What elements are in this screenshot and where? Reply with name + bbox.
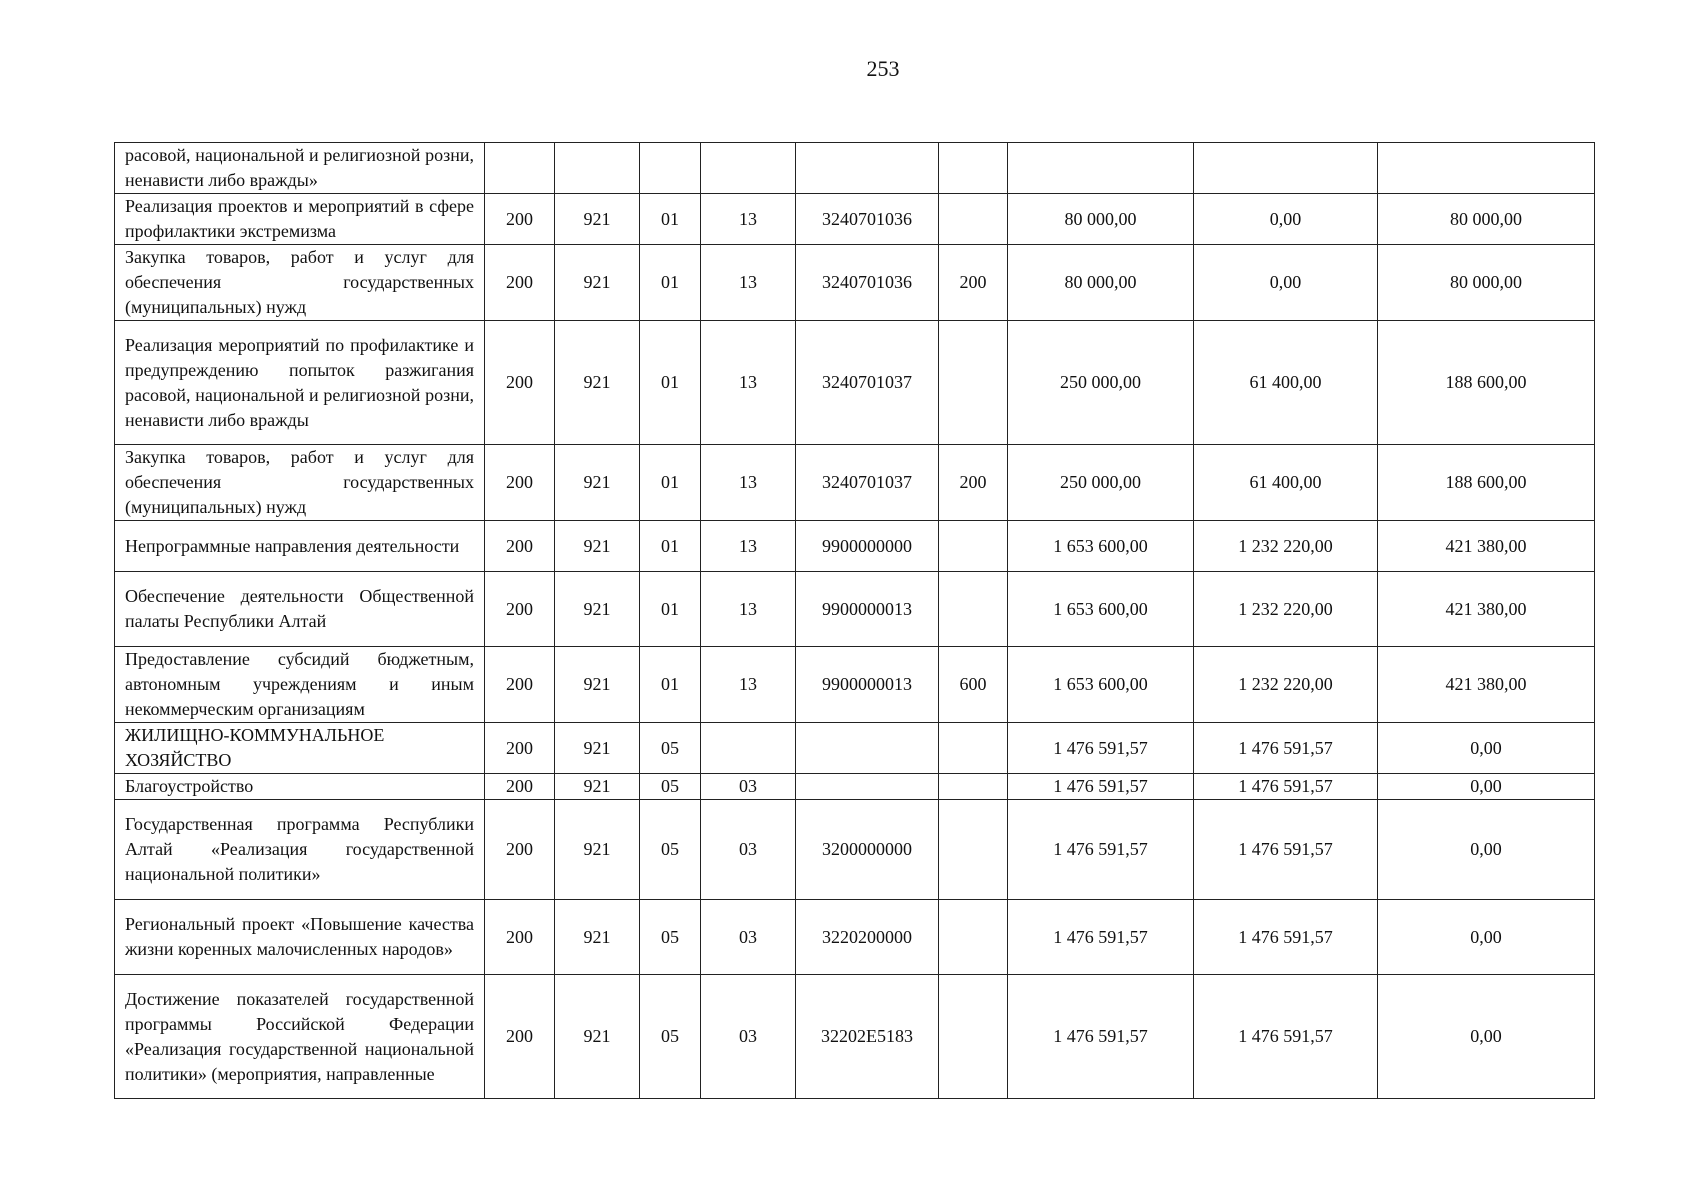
sum-total-cell: 1 653 600,00 xyxy=(1008,521,1194,572)
target-article-cell: 9900000000 xyxy=(796,521,939,572)
table-row xyxy=(115,774,1595,800)
grbs-cell: 200 xyxy=(485,774,555,800)
sum-federal-cell: 1 476 591,57 xyxy=(1194,900,1378,975)
code-cell xyxy=(555,143,640,194)
subsection-cell: 13 xyxy=(701,245,796,321)
row-name-cell: Закупка товаров, работ и услуг для обеспечения государственных (муниципальных) нужд xyxy=(115,245,485,321)
sum-total-cell: 250 000,00 xyxy=(1008,445,1194,521)
grbs-cell: 200 xyxy=(485,900,555,975)
subsection-cell: 13 xyxy=(701,445,796,521)
code-cell: 921 xyxy=(555,723,640,774)
target-article-cell: 3240701036 xyxy=(796,245,939,321)
sum-regional-cell: 0,00 xyxy=(1378,774,1595,800)
sum-federal-cell: 1 232 220,00 xyxy=(1194,521,1378,572)
row-name-cell: Региональный проект «Повышение качества жизни коренных малочисленных народов» xyxy=(115,900,485,975)
row-name-cell: Государственная программа Республики Алтай «Реализация государственной национальной политики» xyxy=(115,800,485,900)
subsection-cell: 13 xyxy=(701,521,796,572)
subsection-cell: 13 xyxy=(701,321,796,445)
sum-federal-cell: 0,00 xyxy=(1194,245,1378,321)
expense-type-cell xyxy=(939,800,1008,900)
sum-regional-cell: 421 380,00 xyxy=(1378,647,1595,723)
table-row xyxy=(115,194,1595,245)
sum-regional-cell: 421 380,00 xyxy=(1378,521,1595,572)
section-cell: 05 xyxy=(640,723,701,774)
row-name-cell: Закупка товаров, работ и услуг для обеспечения государственных (муниципальных) нужд xyxy=(115,445,485,521)
sum-total-cell: 80 000,00 xyxy=(1008,194,1194,245)
section-cell: 01 xyxy=(640,521,701,572)
sum-federal-cell: 61 400,00 xyxy=(1194,321,1378,445)
sum-regional-cell: 0,00 xyxy=(1378,800,1595,900)
row-name-cell: Реализация мероприятий по профилактике и предупреждению попыток разжигания расовой, национальной и религиозной розни, ненависти либо вражды xyxy=(115,321,485,445)
expense-type-cell xyxy=(939,321,1008,445)
expense-type-cell xyxy=(939,521,1008,572)
sum-total-cell: 1 476 591,57 xyxy=(1008,975,1194,1099)
code-cell: 921 xyxy=(555,572,640,647)
sum-federal-cell xyxy=(1194,143,1378,194)
section-cell: 05 xyxy=(640,975,701,1099)
section-cell: 01 xyxy=(640,572,701,647)
expense-type-cell xyxy=(939,975,1008,1099)
sum-federal-cell: 1 232 220,00 xyxy=(1194,647,1378,723)
row-name-cell: Непрограммные направления деятельности xyxy=(115,521,485,572)
table-row xyxy=(115,975,1595,1099)
code-cell: 921 xyxy=(555,194,640,245)
section-cell: 01 xyxy=(640,321,701,445)
target-article-cell: 32202E5183 xyxy=(796,975,939,1099)
sum-total-cell: 1 476 591,57 xyxy=(1008,800,1194,900)
sum-regional-cell: 80 000,00 xyxy=(1378,194,1595,245)
section-cell: 01 xyxy=(640,245,701,321)
target-article-cell: 3240701036 xyxy=(796,194,939,245)
row-name-cell: Реализация проектов и мероприятий в сфере профилактики экстремизма xyxy=(115,194,485,245)
subsection-cell: 03 xyxy=(701,900,796,975)
expense-type-cell xyxy=(939,723,1008,774)
sum-regional-cell: 188 600,00 xyxy=(1378,445,1595,521)
table-row xyxy=(115,647,1595,723)
expense-type-cell xyxy=(939,572,1008,647)
sum-total-cell: 1 476 591,57 xyxy=(1008,723,1194,774)
table-row xyxy=(115,245,1595,321)
table-row xyxy=(115,445,1595,521)
section-cell: 01 xyxy=(640,194,701,245)
expense-type-cell: 600 xyxy=(939,647,1008,723)
grbs-cell: 200 xyxy=(485,800,555,900)
sum-total-cell: 1 653 600,00 xyxy=(1008,572,1194,647)
code-cell: 921 xyxy=(555,975,640,1099)
code-cell: 921 xyxy=(555,774,640,800)
sum-total-cell: 1 476 591,57 xyxy=(1008,774,1194,800)
section-cell: 05 xyxy=(640,900,701,975)
expense-type-cell: 200 xyxy=(939,445,1008,521)
expense-type-cell: 200 xyxy=(939,245,1008,321)
target-article-cell xyxy=(796,143,939,194)
sum-total-cell: 250 000,00 xyxy=(1008,321,1194,445)
sum-total-cell xyxy=(1008,143,1194,194)
subsection-cell: 13 xyxy=(701,194,796,245)
section-cell: 05 xyxy=(640,774,701,800)
table-row xyxy=(115,321,1595,445)
table-row xyxy=(115,572,1595,647)
sum-regional-cell: 0,00 xyxy=(1378,900,1595,975)
subsection-cell: 03 xyxy=(701,800,796,900)
sum-regional-cell: 0,00 xyxy=(1378,723,1595,774)
target-article-cell: 3240701037 xyxy=(796,445,939,521)
section-cell xyxy=(640,143,701,194)
subsection-cell: 03 xyxy=(701,975,796,1099)
subsection-cell: 13 xyxy=(701,647,796,723)
subsection-cell xyxy=(701,723,796,774)
sum-federal-cell: 61 400,00 xyxy=(1194,445,1378,521)
table-row xyxy=(115,143,1595,194)
target-article-cell: 3220200000 xyxy=(796,900,939,975)
page-number: 253 xyxy=(866,56,900,81)
table-row xyxy=(115,521,1595,572)
grbs-cell: 200 xyxy=(485,723,555,774)
sum-regional-cell: 0,00 xyxy=(1378,975,1595,1099)
code-cell: 921 xyxy=(555,647,640,723)
row-name-cell: Благоустройство xyxy=(115,774,485,800)
grbs-cell xyxy=(485,143,555,194)
table-row xyxy=(115,900,1595,975)
grbs-cell: 200 xyxy=(485,194,555,245)
expense-type-cell xyxy=(939,143,1008,194)
grbs-cell: 200 xyxy=(485,647,555,723)
row-name-cell: расовой, национальной и религиозной розни, ненависти либо вражды» xyxy=(115,143,485,194)
sum-regional-cell xyxy=(1378,143,1595,194)
target-article-cell: 3200000000 xyxy=(796,800,939,900)
subsection-cell: 03 xyxy=(701,774,796,800)
code-cell: 921 xyxy=(555,245,640,321)
expense-type-cell xyxy=(939,900,1008,975)
table-row xyxy=(115,800,1595,900)
code-cell: 921 xyxy=(555,521,640,572)
row-name-cell: Предоставление субсидий бюджетным, автономным учреждениям и иным некоммерческим организациям xyxy=(115,647,485,723)
table-body xyxy=(115,143,1595,1099)
sum-total-cell: 1 476 591,57 xyxy=(1008,900,1194,975)
code-cell: 921 xyxy=(555,445,640,521)
sum-federal-cell: 1 476 591,57 xyxy=(1194,774,1378,800)
sum-regional-cell: 188 600,00 xyxy=(1378,321,1595,445)
section-cell: 05 xyxy=(640,800,701,900)
grbs-cell: 200 xyxy=(485,245,555,321)
section-cell: 01 xyxy=(640,445,701,521)
code-cell: 921 xyxy=(555,800,640,900)
sum-federal-cell: 1 476 591,57 xyxy=(1194,800,1378,900)
grbs-cell: 200 xyxy=(485,321,555,445)
code-cell: 921 xyxy=(555,321,640,445)
budget-table xyxy=(114,142,1595,1099)
target-article-cell: 9900000013 xyxy=(796,647,939,723)
subsection-cell: 13 xyxy=(701,572,796,647)
expense-type-cell xyxy=(939,194,1008,245)
code-cell: 921 xyxy=(555,900,640,975)
sum-total-cell: 1 653 600,00 xyxy=(1008,647,1194,723)
sum-federal-cell: 1 476 591,57 xyxy=(1194,975,1378,1099)
section-cell: 01 xyxy=(640,647,701,723)
sum-federal-cell: 1 232 220,00 xyxy=(1194,572,1378,647)
sum-federal-cell: 0,00 xyxy=(1194,194,1378,245)
target-article-cell: 3240701037 xyxy=(796,321,939,445)
grbs-cell: 200 xyxy=(485,975,555,1099)
subsection-cell xyxy=(701,143,796,194)
row-name-cell: Обеспечение деятельности Общественной палаты Республики Алтай xyxy=(115,572,485,647)
target-article-cell xyxy=(796,774,939,800)
target-article-cell xyxy=(796,723,939,774)
grbs-cell: 200 xyxy=(485,572,555,647)
sum-federal-cell: 1 476 591,57 xyxy=(1194,723,1378,774)
sum-total-cell: 80 000,00 xyxy=(1008,245,1194,321)
grbs-cell: 200 xyxy=(485,445,555,521)
grbs-cell: 200 xyxy=(485,521,555,572)
target-article-cell: 9900000013 xyxy=(796,572,939,647)
table-row xyxy=(115,723,1595,774)
sum-regional-cell: 421 380,00 xyxy=(1378,572,1595,647)
sum-regional-cell: 80 000,00 xyxy=(1378,245,1595,321)
row-name-cell: Достижение показателей государственной программы Российской Федерации «Реализация государственной национальной политики» (мероприятия, направленные xyxy=(115,975,485,1099)
expense-type-cell xyxy=(939,774,1008,800)
row-name-cell: ЖИЛИЩНО-КОММУНАЛЬНОЕ ХОЗЯЙСТВО xyxy=(115,723,485,774)
